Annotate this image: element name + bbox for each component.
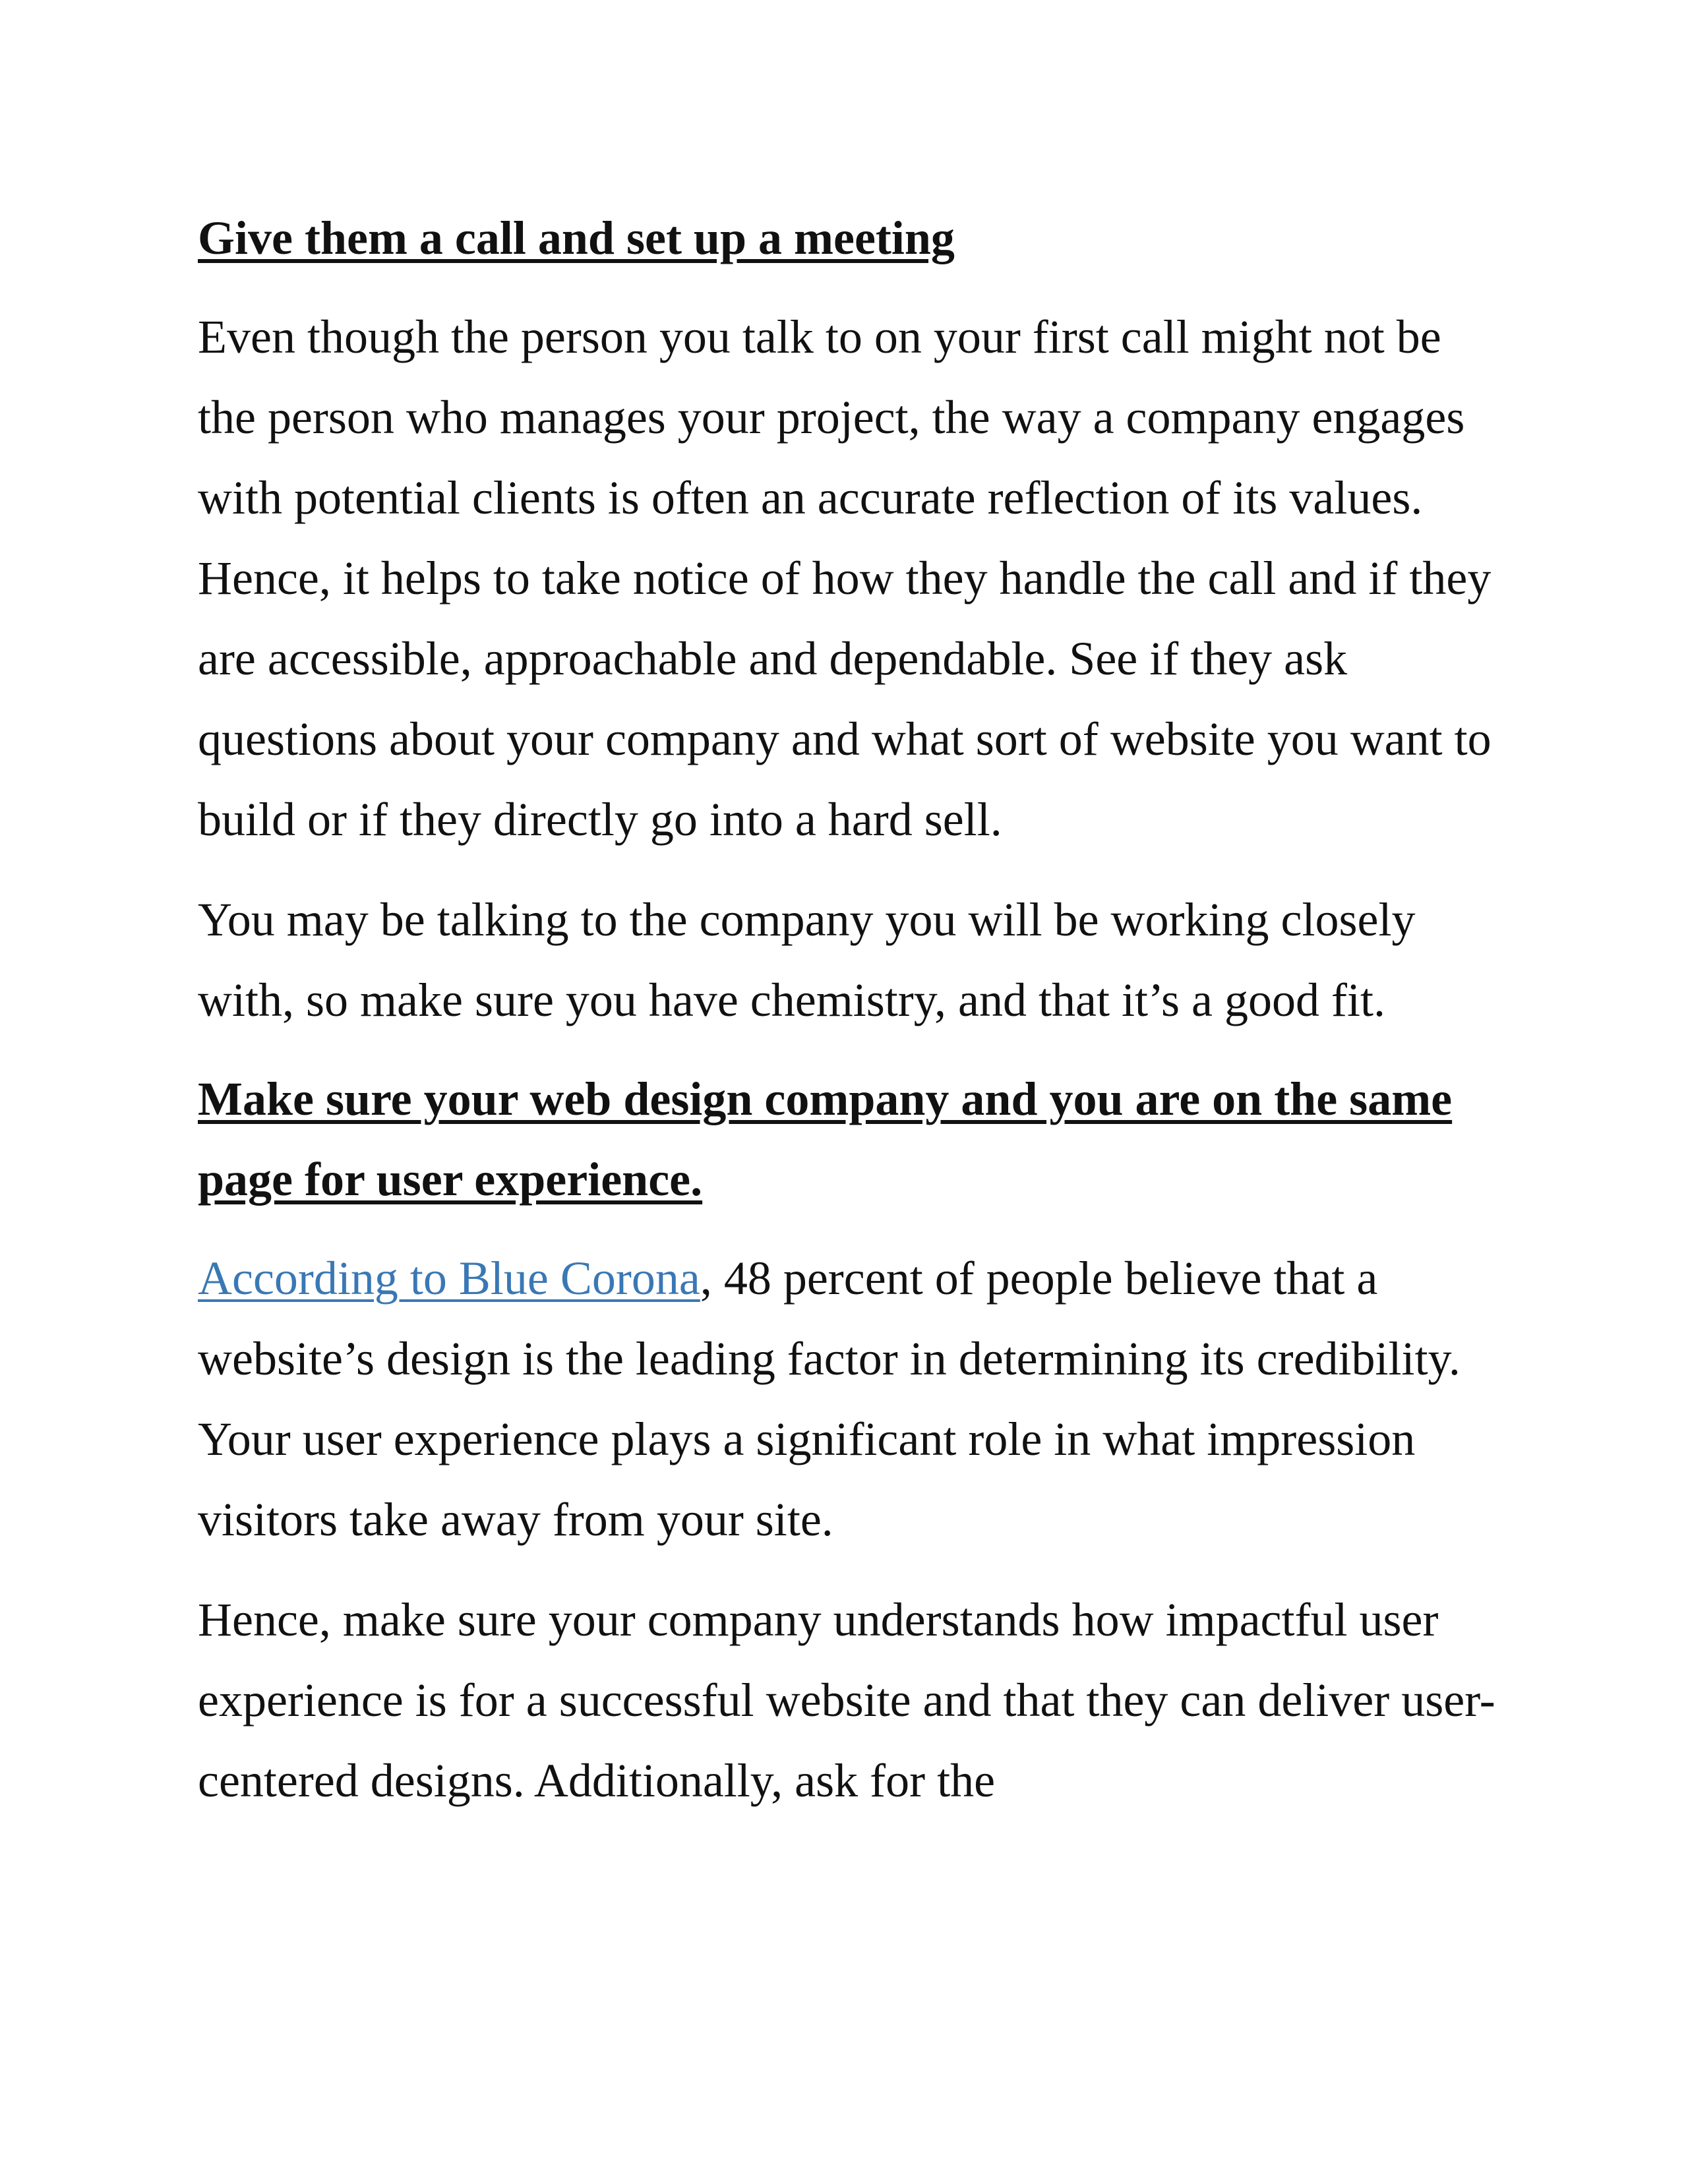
spacer bbox=[198, 278, 1510, 297]
spacer bbox=[198, 1220, 1510, 1238]
paragraph-blue-corona-text: , 48 percent of people believe that a website’s design is the leading factor in determining its credibility. Your user experience plays a significant role in what impression visitors take away from your site. bbox=[198, 1252, 1461, 1546]
spacer bbox=[198, 860, 1510, 879]
paragraph-impactful-ux: Hence, make sure your company understands how impactful user experience is for a successful website and that they can deliver user-centered designs. Additionally, ask for the bbox=[198, 1593, 1495, 1807]
spacer bbox=[198, 1560, 1510, 1579]
blue-corona-link[interactable]: According to Blue Corona bbox=[198, 1252, 700, 1305]
document-content bbox=[198, 198, 1510, 1821]
paragraph-chemistry: You may be talking to the company you will be working closely with, so make sure you have chemistry, and that it’s a good fit. bbox=[198, 893, 1416, 1026]
spacer bbox=[198, 1040, 1510, 1059]
paragraph-blue-corona bbox=[198, 1238, 1510, 1560]
section-heading-user-experience: Make sure your web design company and you are on the same page for user experience. bbox=[198, 1073, 1453, 1206]
paragraph-first-call: Even though the person you talk to on your first call might not be the person who manages your project, the way a company engages with potential clients is often an accurate reflection of its values. Hence, it helps to take notice of how they handle the call and if they are accessible, approachable and dependable. See if they ask questions about your company and what sort of website you want to build or if they directly go into a hard sell. bbox=[198, 310, 1492, 846]
section-heading-call-meeting: Give them a call and set up a meeting bbox=[198, 212, 955, 264]
